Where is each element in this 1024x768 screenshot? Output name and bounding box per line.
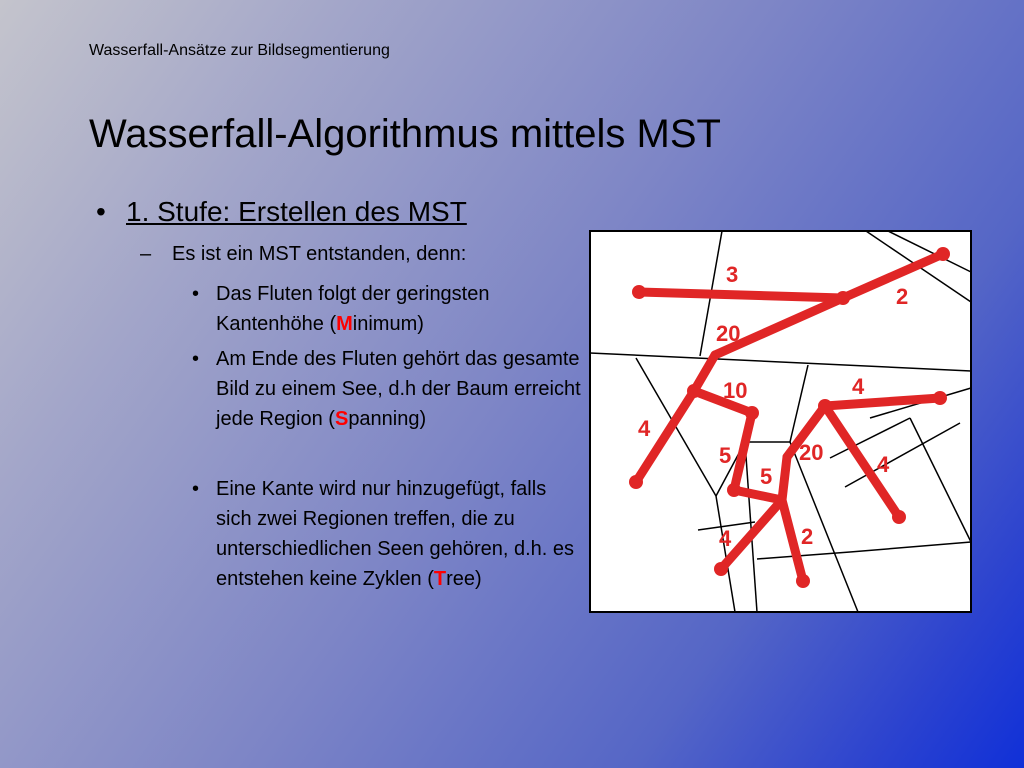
bullet-spanning-before: Am Ende des Fluten gehört das gesamte Bild zu einem See, d.h der Baum erreicht jede Region ( bbox=[216, 348, 581, 430]
tree-node bbox=[933, 391, 947, 405]
edge-weight-label: 4 bbox=[852, 374, 865, 399]
edge-weight-label: 3 bbox=[726, 262, 739, 287]
bullet-tree-letter: T bbox=[433, 568, 447, 590]
bullet-spanning bbox=[192, 344, 592, 434]
bullet-dot: • bbox=[192, 283, 200, 305]
bullet-spanning-after: panning) bbox=[348, 408, 427, 430]
edge-weight-label: 4 bbox=[877, 452, 890, 477]
edge-weight-label: 4 bbox=[638, 416, 651, 441]
tree-node bbox=[632, 285, 646, 299]
edge-weight-label: 2 bbox=[896, 284, 909, 309]
bullet-spanning-text bbox=[216, 344, 586, 434]
bullet-level1 bbox=[96, 196, 467, 228]
tree-node bbox=[818, 399, 832, 413]
bullet-dot: • bbox=[192, 348, 200, 370]
bullet-level2 bbox=[140, 243, 466, 266]
tree-node bbox=[727, 483, 741, 497]
tree-node bbox=[745, 406, 759, 420]
bullet-dot: • bbox=[96, 196, 106, 227]
bullet-minimum bbox=[192, 279, 592, 339]
tree-node bbox=[687, 384, 701, 398]
bullet-tree-after: ree) bbox=[446, 568, 482, 590]
bullet-tree bbox=[192, 474, 592, 594]
bullet-level2-text: Es ist ein MST entstanden, denn: bbox=[172, 243, 467, 265]
slide-title: Wasserfall-Algorithmus mittels MST bbox=[89, 112, 721, 156]
bullet-tree-before: Eine Kante wird nur hinzugefügt, falls sich zwei Regionen treffen, die zu unterschiedlichen Seen gehören, d.h. es entstehen keine Zyklen ( bbox=[216, 478, 575, 590]
slide-header: Wasserfall-Ansätze zur Bildsegmentierung bbox=[89, 42, 390, 59]
mst-diagram bbox=[589, 230, 972, 613]
tree-edge bbox=[782, 457, 787, 500]
edge-weight-label: 5 bbox=[760, 464, 773, 489]
bullet-dot: • bbox=[192, 478, 200, 500]
edge-weight-label: 20 bbox=[716, 321, 741, 346]
bullet-minimum-letter: M bbox=[336, 313, 353, 335]
tree-edge bbox=[639, 292, 843, 298]
bullet-minimum-before: Das Fluten folgt der geringsten Kantenhöhe ( bbox=[216, 283, 490, 335]
edge-weight-label: 5 bbox=[719, 443, 732, 468]
tree-node bbox=[714, 562, 728, 576]
bullet-level1-text: 1. Stufe: Erstellen des MST bbox=[126, 196, 467, 227]
tree-node bbox=[629, 475, 643, 489]
tree-node bbox=[936, 247, 950, 261]
bullet-dash: – bbox=[140, 243, 152, 265]
tree-node bbox=[796, 574, 810, 588]
bullet-tree-text bbox=[216, 474, 586, 594]
bullet-minimum-text bbox=[216, 279, 586, 339]
edge-weight-label: 2 bbox=[801, 524, 814, 549]
edge-weight-label: 20 bbox=[799, 440, 824, 465]
tree-node bbox=[836, 291, 850, 305]
bullet-spanning-letter: S bbox=[334, 408, 349, 430]
tree-node bbox=[892, 510, 906, 524]
edge-weight-label: 4 bbox=[719, 526, 732, 551]
bullet-minimum-after: inimum) bbox=[352, 313, 424, 335]
edge-weight-label: 10 bbox=[723, 378, 748, 403]
